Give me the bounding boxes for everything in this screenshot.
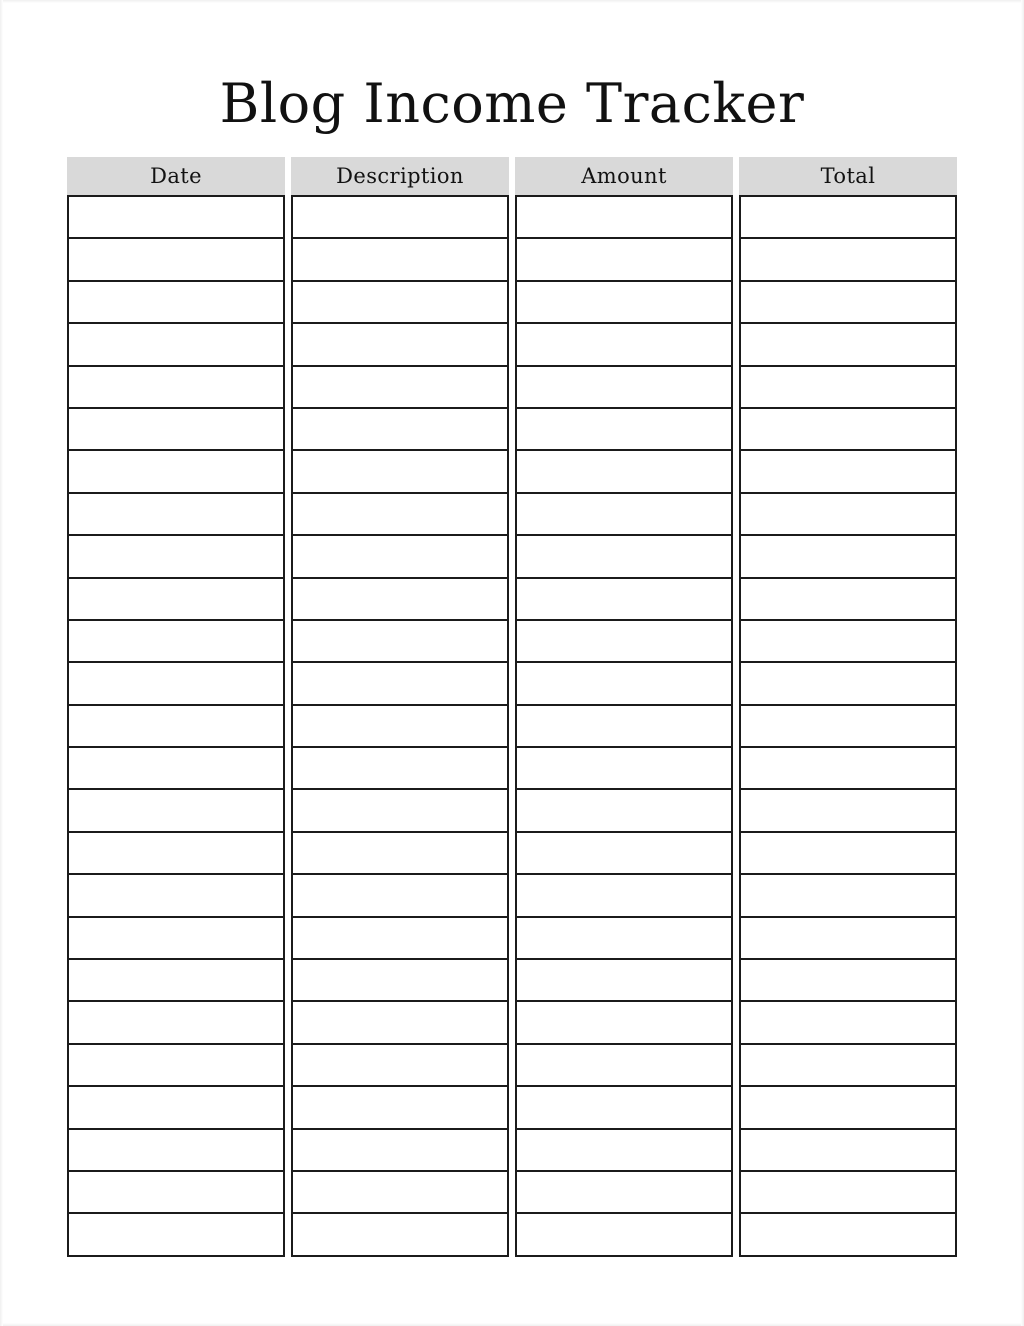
column-body-description — [291, 195, 509, 1257]
table-cell-amount[interactable] — [517, 449, 731, 491]
table-cell-description[interactable] — [293, 661, 507, 703]
table-cell-description[interactable] — [293, 492, 507, 534]
table-cell-date[interactable] — [69, 577, 283, 619]
table-cell-description[interactable] — [293, 195, 507, 237]
table-cell-total[interactable] — [741, 1212, 955, 1254]
table-cell-total[interactable] — [741, 1000, 955, 1042]
table-cell-total[interactable] — [741, 916, 955, 958]
table-cell-description[interactable] — [293, 407, 507, 449]
table-cell-amount[interactable] — [517, 619, 731, 661]
column-body-date — [67, 195, 285, 1257]
table-cell-description[interactable] — [293, 449, 507, 491]
table-cell-amount[interactable] — [517, 577, 731, 619]
table-cell-amount[interactable] — [517, 1170, 731, 1212]
table-cell-total[interactable] — [741, 704, 955, 746]
table-cell-date[interactable] — [69, 746, 283, 788]
column-header-total: Total — [739, 157, 957, 195]
table-cell-date[interactable] — [69, 280, 283, 322]
table-cell-description[interactable] — [293, 958, 507, 1000]
table-cell-description[interactable] — [293, 577, 507, 619]
table-cell-date[interactable] — [69, 322, 283, 364]
table-cell-total[interactable] — [741, 365, 955, 407]
table-cell-total[interactable] — [741, 407, 955, 449]
table-cell-date[interactable] — [69, 534, 283, 576]
table-cell-total[interactable] — [741, 237, 955, 279]
table-column-amount — [515, 157, 733, 1257]
table-cell-amount[interactable] — [517, 365, 731, 407]
table-cell-amount[interactable] — [517, 916, 731, 958]
table-cell-amount[interactable] — [517, 1000, 731, 1042]
table-cell-amount[interactable] — [517, 661, 731, 703]
table-cell-amount[interactable] — [517, 534, 731, 576]
table-cell-description[interactable] — [293, 831, 507, 873]
table-cell-date[interactable] — [69, 1085, 283, 1127]
table-cell-description[interactable] — [293, 1170, 507, 1212]
table-cell-amount[interactable] — [517, 237, 731, 279]
table-cell-amount[interactable] — [517, 831, 731, 873]
table-cell-date[interactable] — [69, 704, 283, 746]
table-cell-date[interactable] — [69, 195, 283, 237]
table-cell-total[interactable] — [741, 746, 955, 788]
table-cell-total[interactable] — [741, 534, 955, 576]
table-cell-description[interactable] — [293, 534, 507, 576]
table-cell-total[interactable] — [741, 619, 955, 661]
column-header-amount: Amount — [515, 157, 733, 195]
table-cell-description[interactable] — [293, 365, 507, 407]
table-column-description — [291, 157, 509, 1257]
table-cell-total[interactable] — [741, 449, 955, 491]
table-cell-description[interactable] — [293, 1085, 507, 1127]
table-cell-description[interactable] — [293, 280, 507, 322]
table-cell-description[interactable] — [293, 1128, 507, 1170]
table-cell-description[interactable] — [293, 788, 507, 830]
table-cell-date[interactable] — [69, 365, 283, 407]
column-body-total — [739, 195, 957, 1257]
table-cell-date[interactable] — [69, 873, 283, 915]
table-cell-date[interactable] — [69, 788, 283, 830]
table-cell-total[interactable] — [741, 831, 955, 873]
table-cell-amount[interactable] — [517, 1043, 731, 1085]
column-header-date: Date — [67, 157, 285, 195]
table-cell-amount[interactable] — [517, 704, 731, 746]
table-cell-total[interactable] — [741, 788, 955, 830]
table-cell-date[interactable] — [69, 619, 283, 661]
table-cell-amount[interactable] — [517, 1128, 731, 1170]
table-cell-date[interactable] — [69, 492, 283, 534]
table-cell-description[interactable] — [293, 237, 507, 279]
table-cell-description[interactable] — [293, 322, 507, 364]
scan-edge-left — [0, 0, 3, 1326]
table-cell-amount[interactable] — [517, 873, 731, 915]
table-cell-amount[interactable] — [517, 1212, 731, 1254]
table-cell-amount[interactable] — [517, 492, 731, 534]
table-cell-amount[interactable] — [517, 1085, 731, 1127]
table-cell-total[interactable] — [741, 195, 955, 237]
table-cell-total[interactable] — [741, 577, 955, 619]
table-cell-description[interactable] — [293, 1212, 507, 1254]
table-cell-total[interactable] — [741, 661, 955, 703]
table-cell-amount[interactable] — [517, 322, 731, 364]
table-cell-date[interactable] — [69, 661, 283, 703]
column-header-description: Description — [291, 157, 509, 195]
table-cell-date[interactable] — [69, 831, 283, 873]
table-cell-date[interactable] — [69, 407, 283, 449]
table-cell-total[interactable] — [741, 492, 955, 534]
scan-edge-top — [0, 0, 1024, 3]
table-cell-date[interactable] — [69, 1212, 283, 1254]
table-cell-total[interactable] — [741, 873, 955, 915]
table-cell-description[interactable] — [293, 1043, 507, 1085]
table-cell-date[interactable] — [69, 1128, 283, 1170]
table-cell-date[interactable] — [69, 1170, 283, 1212]
table-cell-description[interactable] — [293, 873, 507, 915]
table-cell-date[interactable] — [69, 1000, 283, 1042]
table-cell-amount[interactable] — [517, 746, 731, 788]
table-cell-total[interactable] — [741, 1043, 955, 1085]
table-cell-description[interactable] — [293, 704, 507, 746]
table-cell-amount[interactable] — [517, 788, 731, 830]
table-cell-total[interactable] — [741, 1170, 955, 1212]
table-cell-amount[interactable] — [517, 407, 731, 449]
table-column-date — [67, 157, 285, 1257]
table-cell-date[interactable] — [69, 449, 283, 491]
income-tracker-table — [67, 157, 957, 1257]
table-cell-date[interactable] — [69, 916, 283, 958]
table-cell-amount[interactable] — [517, 958, 731, 1000]
table-cell-total[interactable] — [741, 958, 955, 1000]
table-cell-total[interactable] — [741, 1128, 955, 1170]
table-cell-description[interactable] — [293, 746, 507, 788]
table-column-total — [739, 157, 957, 1257]
table-cell-total[interactable] — [741, 322, 955, 364]
table-cell-total[interactable] — [741, 1085, 955, 1127]
table-cell-date[interactable] — [69, 1043, 283, 1085]
table-cell-amount[interactable] — [517, 195, 731, 237]
table-cell-date[interactable] — [69, 958, 283, 1000]
page-title: Blog Income Tracker — [219, 72, 805, 135]
table-cell-description[interactable] — [293, 619, 507, 661]
column-body-amount — [515, 195, 733, 1257]
table-cell-description[interactable] — [293, 916, 507, 958]
table-cell-description[interactable] — [293, 1000, 507, 1042]
table-cell-date[interactable] — [69, 237, 283, 279]
table-cell-amount[interactable] — [517, 280, 731, 322]
table-cell-total[interactable] — [741, 280, 955, 322]
